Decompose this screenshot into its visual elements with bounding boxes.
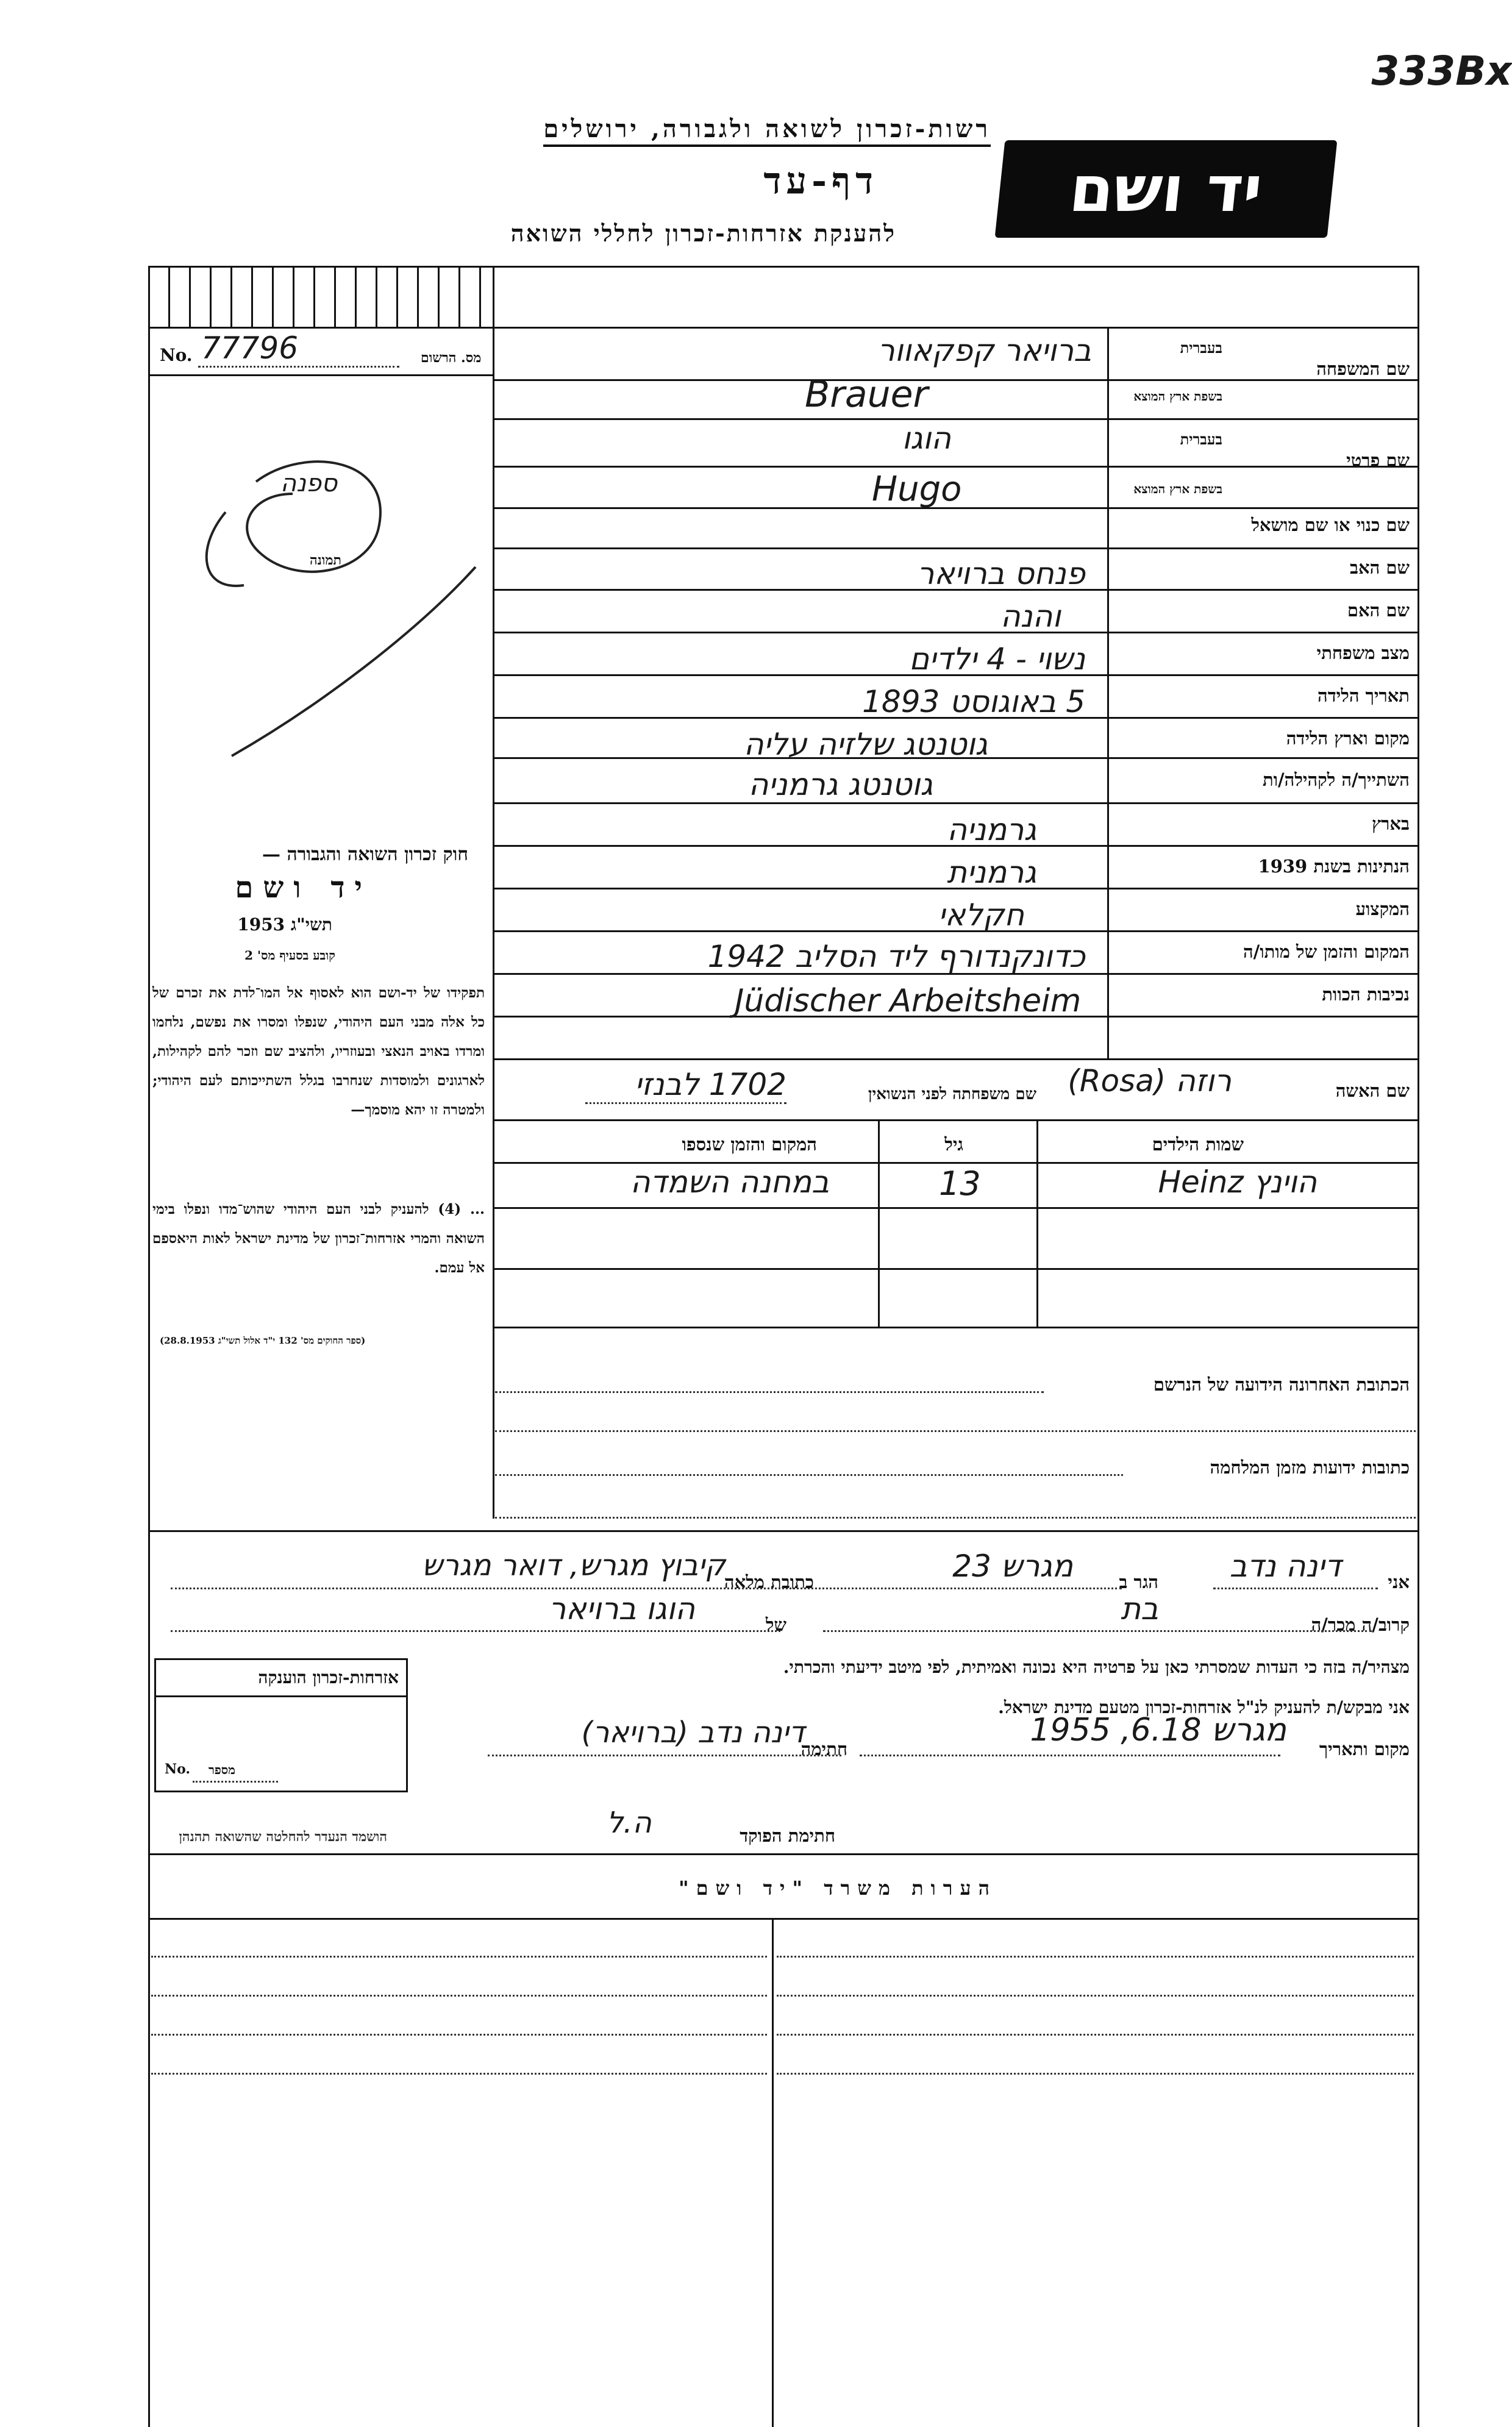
father-value[interactable]: פנחס ברויאר	[917, 556, 1085, 591]
wife-value[interactable]: רוזה (Rosa)	[1068, 1063, 1232, 1099]
witness-resides-value[interactable]: מגרש 23	[952, 1549, 1073, 1584]
profession-label: המקצוע	[1355, 899, 1410, 919]
community-value[interactable]: גוטנטג גרמניה	[748, 767, 933, 802]
place-date-label: מקום ותאריך	[1319, 1739, 1410, 1759]
law-paragraph-1: תפקידו של יד-ושם הוא לאסוף אל המו־לדת את זכרם של כל אלה מבני העם היהודי, שנפלו ומסרו את נפשם, נלחמו ומרדו באויב הנאצי ובעוזריו, ולהציב שם וזכר להם לקהילות, לארגונים ולמוסדות שנחרבו בגלל השתייכותם לעם היהודי; ולמטרה זו יהא מוסמך—	[152, 985, 485, 1118]
registration-number[interactable]: 77796	[201, 330, 299, 366]
form-title: דף-עד	[763, 160, 878, 202]
corner-number: 333Bx	[1371, 48, 1512, 94]
yad-vashem-logo	[995, 140, 1338, 238]
birthdate-value[interactable]: 5 באוגוסט 1893	[862, 684, 1085, 719]
relative-value[interactable]: בת	[1121, 1591, 1158, 1627]
signature-label: חתימה	[801, 1739, 847, 1759]
wife-label: שם האשה	[1335, 1080, 1410, 1101]
country-value[interactable]: גרמניה	[947, 812, 1036, 847]
mother-label: שם האם	[1347, 600, 1410, 621]
wife-maiden-value[interactable]: 1702 לבנזי	[635, 1067, 786, 1102]
bottom-left-strip: הושמד הנעדר להחלטה שהשואה תהנהן	[179, 1829, 387, 1845]
firstname-origin-value[interactable]: Hugo	[872, 469, 962, 509]
witness-i-label: אני	[1388, 1572, 1410, 1592]
firstname-origin-label: בשפת ארץ המוצא	[1133, 482, 1222, 496]
law-reference: (ספר החוקים מס' 132 י"ד אלול תשי"ג 28.8.1953)	[160, 1335, 366, 1346]
profession-value[interactable]: חקלאי	[938, 897, 1024, 933]
marital-value[interactable]: נשוי - 4 ילדים	[908, 641, 1085, 677]
firstname-hebrew-label: בעברית	[1180, 430, 1222, 448]
wife-maiden-label: שם משפחתה לפני הנשואין	[868, 1085, 1036, 1103]
captivity-value[interactable]: Jüdischer Arbeitsheim	[735, 983, 1082, 1019]
citizenship-granted-box	[154, 1658, 408, 1792]
photo-area	[159, 390, 488, 768]
photo-signature-scribble	[159, 390, 488, 768]
firstname-label: שם פרטי	[1346, 450, 1410, 471]
surname-origin-value[interactable]: Brauer	[805, 373, 929, 416]
nickname-label: שם כנוי או שם מושאל	[1251, 515, 1410, 535]
citizenship-box-no: No.	[165, 1761, 191, 1777]
law-clause: קובע בסעיף מס' 2	[244, 948, 335, 963]
relative-label: קרוב/ה מכר/ה	[1311, 1614, 1410, 1635]
last-address-label: הכתובת האחרונה הידועה של הנרשם	[1153, 1374, 1410, 1395]
registration-no-label: No.	[160, 345, 193, 365]
logo-text: יד ושם	[1066, 152, 1266, 226]
death-label: המקום והזמן של מותו/ה	[1243, 941, 1410, 962]
place-date-value[interactable]: מגרש 6.18, 1955	[1030, 1712, 1286, 1748]
surname-hebrew-value[interactable]: ברויאר קפקאוור	[877, 333, 1091, 368]
form-subtitle: להענקת אזרחות-זכרון לחללי השואה	[510, 219, 896, 247]
country-label: בארץ	[1372, 813, 1410, 834]
witness-address-value[interactable]: קיבוץ מגרש, דואר מגרש	[422, 1549, 726, 1583]
law-name: יד ושם	[235, 871, 372, 905]
birthplace-value[interactable]: גוטנטג שלזיה עליה	[743, 727, 988, 762]
child-name[interactable]: הוינץ Heinz	[1158, 1164, 1317, 1200]
witness-resides-label: הגר ב	[1119, 1572, 1158, 1592]
children-header-place: המקום והזמן שנספו	[682, 1134, 817, 1155]
photo-note: ספנה	[280, 469, 338, 497]
citizenship-box-num-label: מספר	[209, 1762, 235, 1777]
marital-label: מצב משפחתי	[1316, 643, 1410, 663]
law-paragraph-2: ... (4) להעניק לבני העם היהודי שהוש־מדו ונפלו בימי השואה והמרי אזרחות־זכרון של מדינת ישראל לאות היאספם אל עמם.	[152, 1201, 485, 1276]
authority-title: רשות-זכרון לשואה ולגבורה, ירושלים	[543, 115, 991, 147]
child-place[interactable]: במחנה השמדה	[630, 1164, 829, 1200]
request-text: אני מבקש/ת להעניק לנ"ל אזרחות-זכרון מטעם מדינת ישראל.	[998, 1697, 1410, 1717]
birthdate-label: תאריך הלידה	[1318, 685, 1410, 706]
citizenship-box-title: אזרחות-זכרון הוענקה	[258, 1667, 399, 1687]
death-value[interactable]: כדונקנדורף ליד הסליב 1942	[707, 939, 1085, 974]
declaration-text: מצהיר/ה בזה כי העדות שמסרתי כאן על פרטיה היא נכונה ואמיתית, לפי מיטב ידיעתי והכרתי.	[783, 1657, 1410, 1677]
surname-origin-label: בשפת ארץ המוצא	[1133, 389, 1222, 404]
birthplace-label: מקום וארץ הלידה	[1286, 728, 1410, 749]
officer-label: חתימת הפוקד	[740, 1825, 835, 1846]
surname-hebrew-label: בעברית	[1180, 339, 1222, 357]
captivity-label: נכיבות הכוות	[1322, 984, 1410, 1005]
surname-label: שם המשפחה	[1316, 358, 1410, 379]
war-address-label: כתובות ידועות מזמן המלחמה	[1210, 1457, 1410, 1478]
law-year: תשי"ג 1953	[237, 914, 332, 935]
child-age[interactable]: 13	[939, 1164, 981, 1203]
of-label: של	[765, 1614, 786, 1635]
firstname-hebrew-value[interactable]: הוגו	[902, 421, 951, 456]
children-header-age: גיל	[944, 1134, 963, 1155]
law-heading: חוק זכרון השואה והגבורה —	[262, 844, 468, 865]
children-header-names: שמות הילדים	[1152, 1134, 1244, 1155]
officer-signature[interactable]: ה.ל	[607, 1806, 652, 1840]
mother-value[interactable]: והנה	[1000, 599, 1061, 634]
photo-label: תמונה	[310, 552, 341, 568]
office-notes-title: הערות משרד "יד ושם"	[678, 1876, 997, 1900]
registration-label: מס. הרשום	[421, 350, 482, 366]
signature-value[interactable]: דינה נדב (ברויאר)	[581, 1716, 805, 1750]
of-value[interactable]: הוגו ברויאר	[549, 1591, 695, 1627]
father-label: שם האב	[1349, 557, 1410, 578]
community-label: השתייך/ה לקהילה/ות	[1262, 769, 1410, 790]
witness-address-label: כתובת מלאה	[724, 1572, 814, 1592]
citizenship-value[interactable]: גרמנית	[947, 855, 1036, 890]
witness-name[interactable]: דינה נדב	[1229, 1549, 1341, 1584]
citizenship-label: הנתינות בשנת 1939	[1258, 856, 1410, 877]
